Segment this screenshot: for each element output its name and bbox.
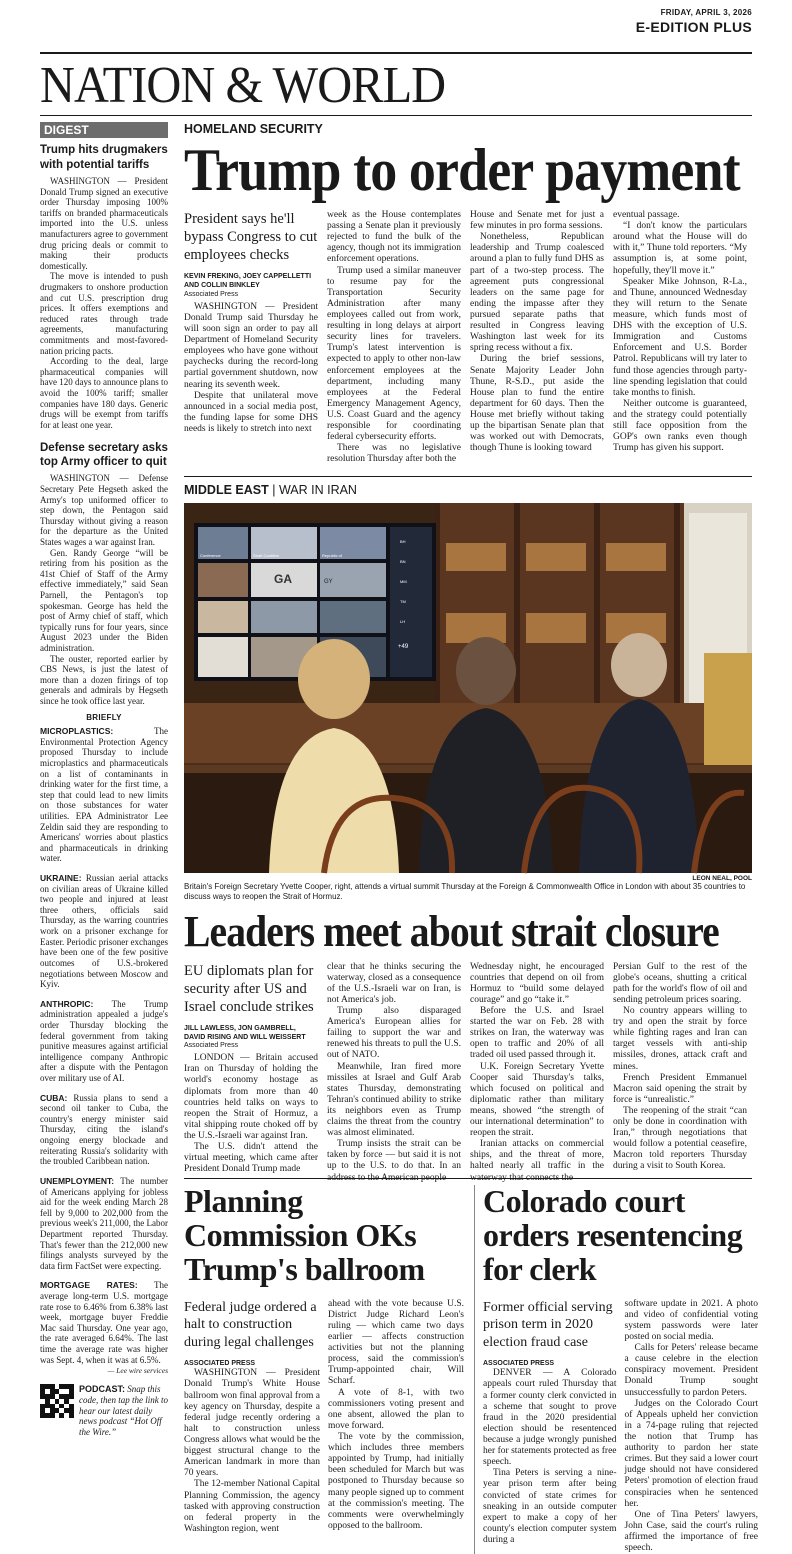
tile-label: BH: [400, 538, 406, 544]
story-paragraph: There was no legislative resolution Thursday after both the: [327, 443, 461, 465]
story-paragraph: A vote of 8-1, with two commissioners voting present and one absent, allowed the plan to move forward.: [328, 1387, 464, 1431]
iran-byline: JILL LAWLESS, JON GAMBRELL, DAVID RISING AND WILL WEISSERT: [184, 1024, 306, 1041]
summit-photo: [184, 503, 752, 873]
story-paragraph: Calls for Peters' release became a cause celebre in the election conspiracy movement. President Donald Trump sought unsuccessfully to pardon Peters.: [624, 1343, 758, 1398]
brief-item: [40, 726, 168, 864]
story-paragraph: House and Senate met for just a few minutes in pro forma sessions.: [470, 210, 604, 232]
story-paragraph: Iranian attacks on commercial ships, and the threat of more, halted nearly all traffic in the waterway that connects the: [470, 1139, 604, 1183]
main-column: [184, 122, 752, 1184]
digest-label: DIGEST: [40, 122, 168, 138]
digest-story1-paragraph: The move is intended to push drugmakers to onshore production and cut U.S. prescription drug prices. It offers exemptions and reduced rates through trade agreements, manufacturing commitments and most-favored-nation pricing pacts.: [40, 271, 168, 356]
digest-story1-paragraph: According to the deal, large pharmaceutical companies will have 120 days to announce plans to avoid the 100% tariff; smaller companies have 180 days. Generic drugs will be exempt from tariffs for at least one year.: [40, 356, 168, 430]
story-paragraph: Before the U.S. and Israel started the war on Feb. 28 with strikes on Iran, the waterway was open to traffic and 20% of all traded oil used passed through it.: [470, 1005, 604, 1061]
iran-col-3: [470, 962, 604, 1184]
story-paragraph: Speaker Mike Johnson, R-La., and Thune, announced Wednesday they will return to the Senate measure, which funds most of DHS with the exception of U.S. Immigration and Customs Enforcement and U.S. Border Patrol. Republicans will try later to fund those agencies through party-line spending legislation that could take months to finish.: [613, 276, 747, 398]
homeland-story-body: [184, 210, 752, 466]
story-paragraph: Judges on the Colorado Court of Appeals upheld her conviction in a 74-page ruling that rejected the notion that Trump has authority to pardon her state crimes. But they said a lower court judge should not have considered Peters' promotion of election fraud conspiracies when he sentenced her.: [624, 1398, 758, 1509]
story-paragraph: Despite that unilateral move announced in a social media post, the funding lapse for some DHS needs is likely to stretch into next: [184, 390, 318, 434]
iran-headline: Leaders meet about strait closure: [184, 906, 719, 956]
story-paragraph: Tina Peters is serving a nine-year prison term after being convicted of state crimes for sneaking in an outside computer expert to make a copy of her county's election computer system during a: [483, 1468, 617, 1545]
story-paragraph: eventual passage.: [613, 210, 680, 220]
brief-item: [40, 999, 168, 1084]
brief-label: UNEMPLOYMENT:: [40, 1175, 115, 1186]
iran-kicker-sub: WAR IN IRAN: [278, 482, 357, 497]
story-paragraph: Trump used a similar maneuver to resume pay for the Transportation Security Administration after many employees called out from work, resulting in long delays at airport security lines for travelers. Trump's latest intervention is expected to apply to other non-law enforcement employees at the department, including many employees at the Federal Emergency Management Agency, U.S. Coast Guard and the agency responsible for coordinating federal cybersecurity efforts.: [327, 265, 461, 443]
colorado-col-1: [483, 1299, 617, 1554]
ballroom-deck: Federal judge ordered a halt to construction during legal challenges: [184, 1299, 317, 1350]
iran-story-body: [184, 962, 752, 1184]
digest-story1-paragraph: WASHINGTON — President Donald Trump signed an executive order Thursday imposing 100% tariffs on branded pharmaceuticals imported into the U.S. unless manufacturers agree to government drug pricing deals or commit to making their products domestically.: [40, 175, 168, 271]
ballroom-col-2: [328, 1299, 464, 1535]
section-masthead: [40, 52, 752, 116]
iran-col-2: [327, 962, 461, 1184]
story-paragraph: No country appears willing to try and open the strait by force while fighting rages and Iran can target vessels with anti-ship missiles, drones, attack craft and mines.: [613, 1005, 747, 1072]
page-topline: [636, 8, 752, 35]
iran-col-1: [184, 962, 318, 1184]
brief-text: The average long-term U.S. mortgage rate rose to 6.46% from 6.38% last week, mortgage buyer Freddie Mac said Thursday. One year ago, the rate averaged 6.64%. The last time the average rate was higher was Sept. 4, when it was at 6.5%.: [40, 1280, 168, 1365]
colorado-headline: Colorado court orders resentencing for clerk: [483, 1183, 743, 1287]
iran-kicker: [184, 483, 752, 497]
tile-label: LH: [400, 618, 406, 624]
iran-agency: Associated Press: [184, 1042, 239, 1050]
edition-label: E-EDITION PLUS: [635, 19, 752, 35]
podcast-label: PODCAST:: [79, 1384, 126, 1395]
story-paragraph: ahead with the vote because U.S. District Judge Richard Leon's ruling — which came two days earlier — affects construction activities but not the planning process, said the commission's Trump-appointed chair, Will Scharf.: [328, 1298, 464, 1387]
story-paragraph: One of Tina Peters' lawyers, John Case, said the court's ruling affirmed the importance of free speech.: [624, 1509, 758, 1554]
bottom-divider: [184, 1178, 752, 1179]
colorado-deck: Former official serving prison term in 2020 election fraud case: [483, 1299, 613, 1350]
story-paragraph: The vote by the commission, which includes three members appointed by Trump, had initially been scheduled for March but was postponed to Thursday because so many people signed up to comment at the commission's meeting. The comments were overwhelmingly opposed to the ballroom.: [328, 1432, 464, 1531]
homeland-kicker: HOMELAND SECURITY: [184, 122, 323, 136]
brief-item: [40, 873, 168, 990]
wire-credit: — Lee wire services: [107, 1366, 168, 1376]
story-paragraph: The reopening of the strait “can only be done in coordination with Iran,” through negotiations that would follow a potential ceasefire, Macron told reporters Thursday during a visit to South Korea.: [613, 1105, 747, 1172]
homeland-col-1: [184, 210, 318, 466]
iran-kicker-main: MIDDLE EAST: [184, 482, 269, 497]
brief-text: The number of Americans applying for jobless aid for the week ending March 28 fell by 9,000 to 202,000 from the previous week's 211,000, the Labor Department reported Thursday. That's fewer than the 212,000 new filings analysts surveyed by the data firm FactSet were expecting.: [40, 1175, 168, 1271]
digest-story2-paragraph: The ouster, reported earlier by CBS News, is just the latest of more than a dozen firings of top generals and admirals by Hegseth since he took office last year.: [40, 653, 168, 707]
digest-story2-headline: Defense secretary asks top Army officer to quit: [40, 441, 168, 468]
digest-sidebar: [40, 122, 168, 1522]
story-paragraph: The U.S. didn't attend the virtual meeting, which came after President Donald Trump made: [184, 1142, 318, 1175]
ballroom-headline: Planning Commission OKs Trump's ballroom: [184, 1183, 425, 1287]
story-paragraph: WASHINGTON — President Donald Trump's White House ballroom won final approval from a key agency on Thursday, despite a federal judge recently ordering a halt to construction unless Congress allows what would be the biggest structural change to the American landmark in more than 70 years.: [184, 1368, 320, 1479]
colorado-agency: ASSOCIATED PRESS: [483, 1360, 555, 1368]
podcast-promo[interactable]: [40, 1384, 168, 1438]
tile-label: Republic of: [322, 552, 343, 558]
section-divider: [184, 476, 752, 477]
brief-label: CUBA:: [40, 1092, 68, 1103]
brief-text: The Trump administration appealed a judge's order Thursday blocking the federal government from taking punitive measures against artificial intelligence company Anthropic after a dispute with the Pentagon over military use of AI.: [40, 998, 168, 1084]
podcast-description: Snap this code, then tap the link to hear our latest daily news podcast “Hot Off the Wire.”: [79, 1384, 168, 1438]
photo-credit: LEON NEAL, POOL: [692, 874, 752, 882]
briefly-label: BRIEFLY: [86, 712, 122, 722]
brief-item: [40, 1176, 168, 1271]
colorado-col-2: [625, 1299, 759, 1554]
ballroom-story: [184, 1185, 464, 1554]
brief-label: UKRAINE:: [40, 873, 82, 884]
section-title: NATION & WORLD: [40, 57, 446, 114]
iran-col-4: [613, 962, 747, 1184]
homeland-byline: KEVIN FREKING, JOEY CAPPELLETTI AND COLLIN BINKLEY: [184, 273, 312, 290]
story-paragraph: During the brief sessions, Senate Majority Leader John Thune, R-S.D., put aside the House plan to fund the entire department for 60 days. Then the House met briefly without taking up the bipartisan Senate plan that was worked out with Democrats, though Thune is looking toward: [470, 354, 604, 454]
digest-story2-paragraph: WASHINGTON — Defense Secretary Pete Hegseth asked the Army's top uniformed officer to step down, the Pentagon said Thursday without giving a reason for the departure as the United States wages a war against Iran.: [40, 473, 168, 547]
bottom-stories: [184, 1183, 758, 1554]
brief-label: MICROPLASTICS:: [40, 726, 114, 737]
story-paragraph: Trump insists the strait can be taken by force — but said it is not up to the U.S. to do that. In an address to the American people: [327, 1139, 461, 1183]
tile-label: MM: [400, 578, 407, 584]
story-paragraph: Neither outcome is guaranteed, and the strategy could potentially still face opposition from the GOP's own ranks even though Trump has given his support.: [613, 398, 747, 454]
digest-story1-headline: Trump hits drugmakers with potential tariffs: [40, 144, 168, 171]
tile-label: GA: [274, 571, 292, 586]
brief-item: [40, 1093, 168, 1167]
tile-label: TM: [400, 598, 406, 604]
iran-deck: EU diplomats plan for security after US and Israel conclude strikes: [184, 962, 314, 1015]
brief-text: Russia plans to send a second oil tanker to Cuba, the country's energy minister said Thursday, citing the island's ongoing energy blockade and reiterating Russia's solidarity with the troubled Caribbean nation.: [40, 1092, 169, 1167]
colorado-story-body: [483, 1299, 758, 1554]
homeland-col-2: [327, 210, 461, 466]
digest-story2-paragraph: Gen. Randy George “will be retiring from his position as the 41st Chief of Staff of the Army effective immediately,” said Sean Parnell, the Pentagon's top spokesman. George has held the post of Army chief of staff, which typically runs for four years, since August 2023 under the Biden administration.: [40, 547, 168, 654]
homeland-headline: Trump to order payment: [184, 137, 740, 203]
podcast-text: [79, 1384, 168, 1438]
issue-date: FRIDAY, APRIL 3, 2026: [660, 8, 752, 17]
summit-photo-illustration: [184, 503, 752, 873]
story-paragraph: Trump also disparaged America's European allies for failing to support the war and renewed his threats to pull the U.S. out of NATO.: [327, 1005, 461, 1061]
ballroom-agency: ASSOCIATED PRESS: [184, 1360, 256, 1368]
story-paragraph: French President Emmanuel Macron said opening the strait by force is “unrealistic.”: [613, 1072, 747, 1105]
tile-label: GY: [324, 578, 333, 585]
story-paragraph: U.K. Foreign Secretary Yvette Cooper said Thursday's talks, which focused on political and diplomatic rather than military means, showed “the strength of our international determination” to reopen the strait.: [470, 1061, 604, 1139]
homeland-col-3: [470, 210, 604, 466]
brief-text: Russian aerial attacks on civilian areas of Ukraine killed two people and injured at least three others, officials said Thursday, as the warring countries work on a prisoner exchange for Easter. Periodic prisoner exchanges have been one of the few positive outcomes of U.S.-brokered negotiations between Moscow and Kyiv.: [40, 873, 168, 990]
tile-label: Conference: [200, 552, 221, 558]
story-paragraph: WASHINGTON — President Donald Trump said Thursday he will soon sign an order to pay all Department of Homeland Security employees who have gone without paychecks during the record-long partial government shutdown, now nearing its seventh week.: [184, 301, 318, 390]
brief-item: [40, 1280, 168, 1365]
story-paragraph: software update in 2021. A photo and video of confidential voting system passwords were later posted on social media.: [624, 1298, 758, 1343]
story-paragraph: Nonetheless, Republican leadership and Trump coalesced around a plan to fully fund DHS as part of a two-step process. The agreement puts congressional leaders on the same page for ending the impasse after they pursued separate paths that resulted in Congress leaving Washington last week for its spring recess without a fix.: [470, 232, 604, 354]
story-paragraph: DENVER — A Colorado appeals court ruled Thursday that a former county clerk convicted in a scheme that sought to prove fraud in the 2020 presidential election should be resentenced because a judge wrongly punished her for statements protected as free speech.: [483, 1368, 617, 1468]
tile-label: Strait Coalition: [253, 552, 280, 558]
story-paragraph: Meanwhile, Iran fired more missiles at Israel and Gulf Arab states Thursday, demonstrating Tehran's continued ability to strike its neighbors even as Trump claims the threat from the country was almost eliminated.: [327, 1061, 461, 1139]
participant-count: +49: [398, 643, 409, 650]
ballroom-col-1: [184, 1299, 320, 1535]
ballroom-story-body: [184, 1299, 464, 1535]
story-paragraph: LONDON — Britain accused Iran on Thursday of holding the world's economy hostage as diplomats from more than 40 countries held talks on ways to reopen the Strait of Hormuz, a vital shipping route choked off by the U.S.-Israeli war against Iran.: [184, 1053, 318, 1142]
homeland-agency: Associated Press: [184, 290, 239, 298]
iran-kicker-separator: |: [272, 482, 276, 497]
photo-caption: Britain's Foreign Secretary Yvette Cooper, right, attends a virtual summit Thursday at the Foreign & Commonwealth Office in London with about 35 countries to discuss ways to reopen the Strait of Hormuz.: [184, 881, 746, 901]
story-paragraph: clear that he thinks securing the waterway, closed as a consequence of the U.S.-Israeli war on Iran, is not America's job.: [327, 961, 461, 1005]
homeland-deck: President says he'll bypass Congress to cut employees checks: [184, 211, 318, 264]
story-paragraph: week as the House contemplates passing a Senate plan it previously rejected to fund the bulk of the agency, though not its immigration enforcement operations.: [327, 210, 461, 265]
story-paragraph: “I don't know the particulars around what the House will do with it,” Thune told reporters. “My assumption is, at some point, hopefully, they'll move it.”: [613, 221, 747, 276]
qr-code-icon[interactable]: [40, 1384, 74, 1418]
colorado-story: [474, 1185, 758, 1554]
story-paragraph: Persian Gulf to the rest of the globe's oceans, shutting a critical path for the world's flow of oil and sending petroleum prices soaring.: [613, 961, 747, 1005]
brief-label: MORTGAGE RATES:: [40, 1280, 138, 1291]
homeland-col-4: [613, 210, 747, 466]
brief-label: ANTHROPIC:: [40, 998, 94, 1009]
brief-text: The Environmental Protection Agency proposed Thursday to include microplastics and pharmaceuticals on a list of contaminants in drinking water for the first time, a step that could lead to new limits on those substances for water utilities. EPA Administrator Lee Zeldin said they are responding to Americans' worries about plastics and pharmaceuticals in drinking water.: [40, 726, 168, 864]
tile-label: BN: [400, 558, 406, 564]
story-paragraph: Wednesday night, he encouraged countries that depend on oil from Hormuz to “build some delayed courage” and go “take it.”: [470, 961, 604, 1005]
story-paragraph: The 12-member National Capital Planning Commission, the agency tasked with approving construction on federal property in the Washington region, went: [184, 1479, 320, 1534]
